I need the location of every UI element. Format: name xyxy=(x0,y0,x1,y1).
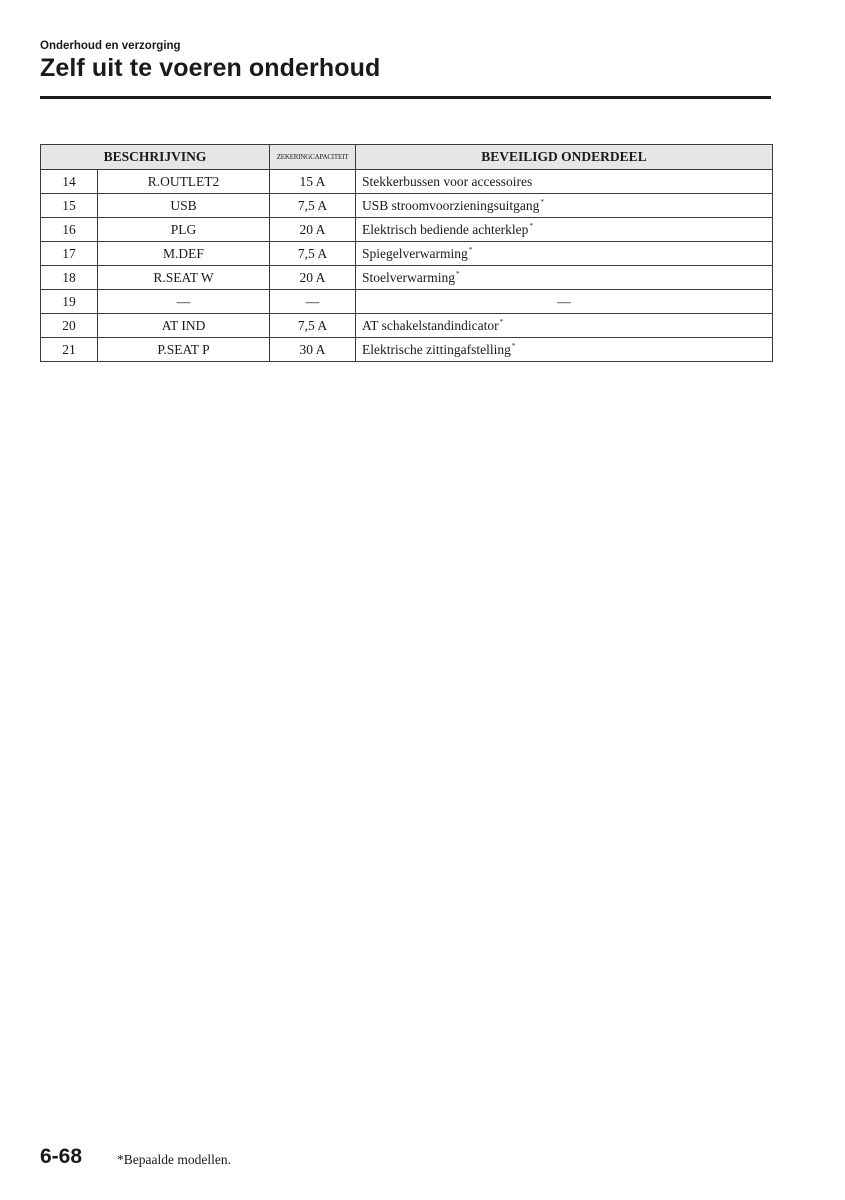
protected-component xyxy=(356,170,773,194)
protected-component xyxy=(356,290,773,314)
section-label: Onderhoud en verzorging xyxy=(40,40,181,52)
fuse-description: R.OUTLET2 xyxy=(98,170,270,194)
fuse-description: M.DEF xyxy=(98,242,270,266)
table-row xyxy=(41,170,773,194)
title-divider xyxy=(40,96,771,99)
protected-component xyxy=(356,194,773,218)
protected-component xyxy=(356,314,773,338)
fuse-number: 15 xyxy=(41,194,98,218)
protected-component xyxy=(356,242,773,266)
protected-component xyxy=(356,266,773,290)
fuse-capacity: 7,5 A xyxy=(270,242,356,266)
footnote-mark: * xyxy=(468,245,473,254)
fuse-capacity: 7,5 A xyxy=(270,314,356,338)
fuse-number: 17 xyxy=(41,242,98,266)
footnote: *Bepaalde modellen. xyxy=(117,1152,231,1167)
page-number: 6-68 xyxy=(40,1145,83,1168)
column-header-component: BEVEILIGD ONDERDEEL xyxy=(356,145,773,170)
page-title: Zelf uit te voeren onderhoud xyxy=(40,54,381,82)
fuse-table xyxy=(40,144,773,362)
fuse-number: 18 xyxy=(41,266,98,290)
table-header-row xyxy=(41,145,773,170)
fuse-number: 21 xyxy=(41,338,98,362)
component-text: Elektrische zittingafstelling xyxy=(362,341,511,357)
protected-component xyxy=(356,338,773,362)
fuse-description: USB xyxy=(98,194,270,218)
table-row xyxy=(41,266,773,290)
fuse-description: PLG xyxy=(98,218,270,242)
fuse-description: AT IND xyxy=(98,314,270,338)
table-row xyxy=(41,218,773,242)
fuse-capacity: — xyxy=(270,290,356,314)
fuse-capacity: 7,5 A xyxy=(270,194,356,218)
fuse-number: 14 xyxy=(41,170,98,194)
component-text: Spiegelverwarming xyxy=(362,245,468,261)
fuse-number: 19 xyxy=(41,290,98,314)
protected-component xyxy=(356,218,773,242)
fuse-capacity: 20 A xyxy=(270,266,356,290)
footnote-mark: * xyxy=(455,269,460,278)
footnote-mark: * xyxy=(540,197,544,206)
footnote-mark: * xyxy=(511,341,516,350)
fuse-number: 20 xyxy=(41,314,98,338)
fuse-number: 16 xyxy=(41,218,98,242)
fuse-description: — xyxy=(98,290,270,314)
component-text: USB stroomvoorzieningsuitgang xyxy=(362,197,540,213)
table-row xyxy=(41,290,773,314)
table-row xyxy=(41,242,773,266)
component-text: Stekkerbussen voor accessoires xyxy=(362,173,533,189)
component-text: AT schakelstandindicator xyxy=(362,317,499,333)
table-row xyxy=(41,338,773,362)
table-row xyxy=(41,314,773,338)
column-header-description: BESCHRIJVING xyxy=(41,145,270,170)
fuse-capacity: 15 A xyxy=(270,170,356,194)
fuse-capacity: 20 A xyxy=(270,218,356,242)
fuse-description: R.SEAT W xyxy=(98,266,270,290)
component-text: Elektrisch bediende achterklep xyxy=(362,221,529,237)
footnote-mark: * xyxy=(529,221,533,230)
fuse-capacity: 30 A xyxy=(270,338,356,362)
table-row xyxy=(41,194,773,218)
component-text: Stoelverwarming xyxy=(362,269,455,285)
component-text: — xyxy=(557,293,571,309)
table-body xyxy=(41,170,773,362)
column-header-capacity: ZEKERINGCAPACITEIT xyxy=(270,145,356,170)
fuse-description: P.SEAT P xyxy=(98,338,270,362)
footnote-mark: * xyxy=(499,317,504,326)
